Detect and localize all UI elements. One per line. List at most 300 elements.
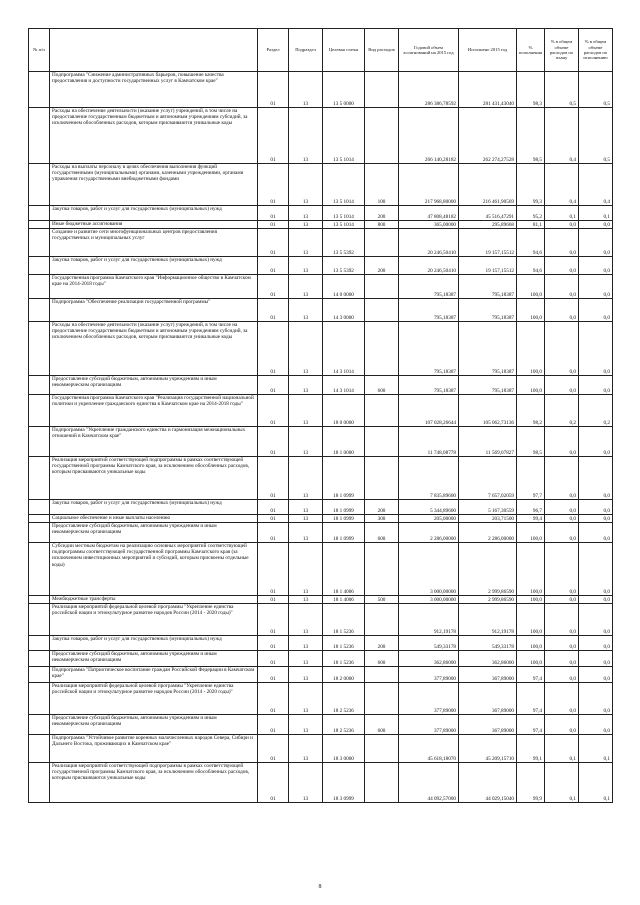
row-share-plan: 0,0 [545,636,579,651]
budget-report-table [28,28,613,803]
row-name: Субсидии местным бюджетам на реализацию основных мероприятий соответствующей подпрограммы соответствующей государственной программы Камчатского края (за исключением инвестиционных мероприятий и субсидий, которым присвоены отдельные коды) [50,543,258,596]
row-num [29,395,50,427]
row-share-actual: 0,1 [579,763,613,803]
row-subsection: 13 [289,275,323,299]
row-plan: 377,89000 [399,683,459,715]
row-num [29,543,50,596]
row-share-actual: 0,0 [579,651,613,667]
row-expense [365,299,399,322]
row-share-plan: 0,5 [545,72,579,108]
row-actual: 362,86000 [459,651,517,667]
table-row [29,763,613,803]
row-share-plan: 0,0 [545,683,579,715]
row-expense [365,229,399,257]
row-share-actual: 0,0 [579,636,613,651]
row-section: 01 [258,683,289,715]
table-row [29,636,613,651]
row-name: Предоставление субсидий бюджетным, автономным учреждениям и иным некоммерческим организациям [50,715,258,735]
table-row [29,206,613,221]
row-num [29,299,50,322]
row-target: 18 2 5236 [323,715,365,735]
row-target: 18 1 5236 [323,651,365,667]
row-actual: 45 209,15710 [459,735,517,763]
row-expense [365,427,399,457]
row-actual: 5 167,30559 [459,500,517,515]
row-expense [365,543,399,596]
row-percent: 97,4 [517,683,545,715]
row-name: Создание и развитие сети многофункциональных центров предоставления государственных и муниципальных услуг [50,229,258,257]
row-expense [365,604,399,636]
row-share-plan: 0,2 [545,395,579,427]
row-name: Реализация мероприятий федеральной целевой программы "Укрепление единства российской нации и этнокультурное развитие народов России (2014 - 2020 годы)" [50,683,258,715]
row-expense [365,683,399,715]
row-expense: 100 [365,164,399,206]
row-percent: 94,6 [517,229,545,257]
row-num [29,500,50,515]
row-percent: 97,4 [517,667,545,683]
row-actual: 795,18387 [459,299,517,322]
row-share-actual: 0,4 [579,164,613,206]
row-target: 18 1 5236 [323,636,365,651]
row-share-actual: 0,0 [579,221,613,229]
table-row [29,322,613,376]
row-name: Подпрограмма "Снижение административных барьеров, повышение качества предоставления и доступности государственных услуг в Камчатском крае" [50,72,258,108]
table-row [29,715,613,735]
row-plan: 3 000,00000 [399,543,459,596]
row-plan: 362,86000 [399,651,459,667]
row-subsection: 13 [289,457,323,500]
row-share-actual: 0,0 [579,322,613,376]
row-target: 18 0 0000 [323,395,365,427]
table-row [29,257,613,275]
row-section: 01 [258,763,289,803]
row-plan: 205,00000 [399,515,459,523]
row-name: Реализация мероприятий федеральной целевой программы "Укрепление единства российской нации и этнокультурное развитие народов России (2014 - 2020 годы)" [50,604,258,636]
row-name: Предоставление субсидий бюджетным, автономным учреждениям и иным некоммерческим организациям [50,651,258,667]
row-subsection: 13 [289,500,323,515]
row-share-plan: 0,0 [545,376,579,395]
row-actual: 367,89000 [459,683,517,715]
row-actual: 2 999,86590 [459,596,517,604]
row-section: 01 [258,376,289,395]
row-num [29,763,50,803]
row-target: 13 5 0000 [323,72,365,108]
row-share-actual: 0,0 [579,275,613,299]
row-name: Межбюджетные трансферты [50,596,258,604]
row-target: 18 3 0999 [323,763,365,803]
header-actual: Исполнено 2015 год [459,29,517,72]
row-plan: 377,89000 [399,667,459,683]
row-plan: 3 000,00000 [399,596,459,604]
row-share-plan: 0,0 [545,229,579,257]
row-share-actual: 0,1 [579,735,613,763]
row-percent: 100,0 [517,299,545,322]
row-percent: 100,0 [517,376,545,395]
row-section: 01 [258,515,289,523]
row-actual: 795,18387 [459,275,517,299]
table-row [29,395,613,427]
row-num [29,523,50,543]
row-plan: 795,18387 [399,275,459,299]
row-plan: 2 286,00000 [399,523,459,543]
table-row [29,275,613,299]
row-num [29,604,50,636]
table-row [29,604,613,636]
row-name: Расходы на выплаты персоналу в целях обеспечения выполнения функций государственными (муниципальными) органами, казенными учреждениями, органами управления государственными внебюджетными фондами [50,164,258,206]
row-expense: 600 [365,715,399,735]
row-subsection: 13 [289,596,323,604]
row-percent: 96,7 [517,500,545,515]
row-expense [365,72,399,108]
row-share-actual: 0,2 [579,395,613,427]
row-subsection: 13 [289,221,323,229]
row-share-plan: 0,0 [545,651,579,667]
row-section: 01 [258,735,289,763]
row-share-actual: 0,0 [579,257,613,275]
row-share-actual: 0,0 [579,596,613,604]
row-section: 01 [258,651,289,667]
row-plan: 20 246,50410 [399,257,459,275]
row-num [29,457,50,500]
row-section: 01 [258,457,289,500]
row-share-plan: 0,0 [545,275,579,299]
row-name: Подпрограмма "Патриотическое воспитание граждан Российской Федерации в Камчатском крае" [50,667,258,683]
row-subsection: 13 [289,229,323,257]
row-actual: 7 657,02059 [459,457,517,500]
row-expense [365,763,399,803]
row-subsection: 13 [289,604,323,636]
row-actual: 2 286,00000 [459,523,517,543]
row-share-actual: 0,0 [579,457,613,500]
table-row [29,108,613,164]
header-share-actual: % в общем объеме расходов по исполнению [579,29,613,72]
row-share-plan: 0,1 [545,735,579,763]
row-num [29,275,50,299]
row-subsection: 13 [289,395,323,427]
row-actual: 45 516,47291 [459,206,517,221]
row-actual: 281 431,43040 [459,72,517,108]
table-row [29,376,613,395]
table-row [29,500,613,515]
row-percent: 100,0 [517,523,545,543]
row-subsection: 13 [289,257,323,275]
row-plan: 365,00000 [399,221,459,229]
row-plan: 11 748,08778 [399,427,459,457]
table-row [29,515,613,523]
row-expense [365,735,399,763]
table-row [29,229,613,257]
row-plan: 912,19178 [399,604,459,636]
row-plan: 45 618,18070 [399,735,459,763]
row-actual: 2 999,86590 [459,543,517,596]
header-percent: % исполнения [517,29,545,72]
table-row [29,683,613,715]
row-section: 01 [258,257,289,275]
row-target: 18 1 4006 [323,596,365,604]
table-row [29,523,613,543]
row-share-actual: 0,0 [579,376,613,395]
row-subsection: 13 [289,715,323,735]
row-expense: 200 [365,636,399,651]
row-target: 13 5 5392 [323,257,365,275]
row-actual: 367,89000 [459,667,517,683]
row-name: Предоставление субсидий бюджетным, автономным учреждениям и иным некоммерческим организациям [50,523,258,543]
row-actual: 912,19178 [459,604,517,636]
row-share-actual: 0,0 [579,715,613,735]
table-row [29,457,613,500]
row-section: 01 [258,427,289,457]
row-section: 01 [258,221,289,229]
row-num [29,596,50,604]
row-subsection: 13 [289,108,323,164]
row-share-actual: 0,0 [579,299,613,322]
row-name: Реализация мероприятий соответствующей подпрограммы в рамках соответствующей государственной программы Камчатского края, за исключением обособленных расходов, которым присваиваются уникальные коды [50,457,258,500]
table-row [29,72,613,108]
row-section: 01 [258,523,289,543]
row-target: 14 3 1014 [323,322,365,376]
row-share-plan: 0,1 [545,206,579,221]
row-num [29,257,50,275]
row-expense [365,395,399,427]
row-actual: 795,18387 [459,322,517,376]
table-row [29,221,613,229]
row-share-plan: 0,0 [545,523,579,543]
row-name: Государственная программа Камчатского края "Информационное общество в Камчатском крае на 2014-2018 годы" [50,275,258,299]
row-plan: 549,33178 [399,636,459,651]
row-target: 14 3 1014 [323,376,365,395]
row-percent: 100,0 [517,604,545,636]
row-expense: 200 [365,257,399,275]
row-subsection: 13 [289,322,323,376]
header-plan: Годовой объем ассигнований на 2015 год [399,29,459,72]
row-num [29,376,50,395]
header-target: Целевая статья [323,29,365,72]
row-name: Социальное обеспечение и иные выплаты населению [50,515,258,523]
row-actual: 367,89000 [459,715,517,735]
row-actual: 19 157,15512 [459,257,517,275]
row-percent: 94,6 [517,257,545,275]
row-num [29,715,50,735]
row-share-actual: 0,0 [579,683,613,715]
row-actual: 795,18387 [459,376,517,395]
row-plan: 286 386,78592 [399,72,459,108]
row-expense: 300 [365,515,399,523]
row-percent: 97,4 [517,715,545,735]
row-percent: 95,2 [517,206,545,221]
table-row [29,667,613,683]
row-percent: 99,1 [517,735,545,763]
row-expense: 200 [365,500,399,515]
row-share-actual: 0,5 [579,108,613,164]
row-percent: 99,4 [517,515,545,523]
header-row [29,29,613,72]
row-subsection: 13 [289,651,323,667]
row-name: Закупка товаров, работ и услуг для государственных (муниципальных) нужд [50,257,258,275]
row-plan: 5 344,89600 [399,500,459,515]
row-expense: 800 [365,221,399,229]
row-name: Иные бюджетные ассигнования [50,221,258,229]
row-actual: 11 569,07827 [459,427,517,457]
row-subsection: 13 [289,72,323,108]
row-plan: 795,18387 [399,322,459,376]
row-expense: 600 [365,523,399,543]
row-share-plan: 0,4 [545,108,579,164]
row-share-plan: 0,0 [545,221,579,229]
row-name: Государственная программа Камчатского края "Реализация государственной национальной политики и укрепление гражданского единства в Камчатском крае на 2014-2018 годы" [50,395,258,427]
table-row [29,164,613,206]
row-target: 18 1 0999 [323,457,365,500]
row-plan: 795,18387 [399,299,459,322]
row-section: 01 [258,229,289,257]
row-actual: 262 274,27528 [459,108,517,164]
row-share-plan: 0,0 [545,500,579,515]
table-row [29,543,613,596]
header-subsection: Подраздел [289,29,323,72]
header-name [50,29,258,72]
row-share-actual: 0,0 [579,543,613,596]
row-section: 01 [258,604,289,636]
row-name: Подпрограмма "Обеспечение реализации государственной программы" [50,299,258,322]
row-section: 01 [258,206,289,221]
row-plan: 266 140,28182 [399,108,459,164]
row-subsection: 13 [289,376,323,395]
table-row [29,596,613,604]
row-target: 13 5 1014 [323,108,365,164]
row-share-plan: 0,0 [545,667,579,683]
row-num [29,221,50,229]
row-expense [365,275,399,299]
row-share-actual: 0,0 [579,523,613,543]
row-expense [365,667,399,683]
row-target: 13 5 5392 [323,229,365,257]
row-share-plan: 0,0 [545,257,579,275]
row-num [29,515,50,523]
table-row [29,427,613,457]
table-row [29,651,613,667]
row-num [29,427,50,457]
row-num [29,164,50,206]
row-plan: 7 835,89600 [399,457,459,500]
row-target: 18 1 0999 [323,523,365,543]
row-actual: 105 062,73136 [459,395,517,427]
row-subsection: 13 [289,515,323,523]
row-plan: 217 968,80000 [399,164,459,206]
row-section: 01 [258,164,289,206]
row-subsection: 13 [289,763,323,803]
header-expense: Вид расходов [365,29,399,72]
row-section: 01 [258,395,289,427]
row-section: 01 [258,322,289,376]
row-actual: 216 461,90569 [459,164,517,206]
row-expense [365,457,399,500]
row-plan: 44 092,57000 [399,763,459,803]
row-percent: 98,5 [517,427,545,457]
row-target: 18 1 4006 [323,543,365,596]
row-percent: 100,0 [517,651,545,667]
row-expense: 500 [365,596,399,604]
row-section: 01 [258,543,289,596]
row-section: 01 [258,72,289,108]
row-target: 18 3 0000 [323,735,365,763]
row-name: Предоставление субсидий бюджетным, автономным учреждениям и иным некоммерческим организациям [50,376,258,395]
row-section: 01 [258,715,289,735]
header-share-plan: % в общем объеме расходов по плану [545,29,579,72]
row-percent: 100,0 [517,322,545,376]
row-section: 01 [258,596,289,604]
row-num [29,683,50,715]
row-target: 13 5 1014 [323,206,365,221]
row-share-plan: 0,0 [545,515,579,523]
row-share-plan: 0,4 [545,164,579,206]
row-share-actual: 0,0 [579,604,613,636]
row-share-plan: 0,0 [545,596,579,604]
row-percent: 99,3 [517,164,545,206]
row-name: Расходы на обеспечение деятельности (оказание услуг) учреждений, в том числе на предоставление государственным бюджетным и автономным учреждениям субсидий, за исключением обособленных расходов, которым присваиваются уникальные коды [50,322,258,376]
row-name: Закупка товаров, работ и услуг для государственных (муниципальных) нужд [50,636,258,651]
row-expense [365,108,399,164]
row-plan: 795,18387 [399,376,459,395]
row-section: 01 [258,636,289,651]
row-subsection: 13 [289,636,323,651]
row-subsection: 13 [289,206,323,221]
row-num [29,667,50,683]
page-number: 8 [318,884,322,890]
row-expense [365,322,399,376]
row-percent: 98,2 [517,395,545,427]
row-plan: 377,89000 [399,715,459,735]
row-share-actual: 0,0 [579,500,613,515]
table-row [29,735,613,763]
row-name: Подпрограмма "Устойчивое развитие коренных малочисленных народов Севера, Сибири и Дальнего Востока, проживающих в Камчатском крае" [50,735,258,763]
row-target: 18 1 5236 [323,604,365,636]
row-num [29,72,50,108]
row-share-plan: 0,0 [545,604,579,636]
row-share-plan: 0,0 [545,322,579,376]
row-target: 18 1 0999 [323,500,365,515]
row-share-actual: 0,5 [579,72,613,108]
row-actual: 295,89668 [459,221,517,229]
row-percent: 97,7 [517,457,545,500]
row-target: 18 2 5236 [323,683,365,715]
row-num [29,322,50,376]
row-subsection: 13 [289,164,323,206]
row-name: Закупка товаров, работ и услуг для государственных (муниципальных) нужд [50,206,258,221]
row-target: 18 1 0999 [323,515,365,523]
row-subsection: 13 [289,735,323,763]
row-subsection: 13 [289,667,323,683]
row-share-plan: 0,0 [545,299,579,322]
row-actual: 203,71500 [459,515,517,523]
row-share-actual: 0,0 [579,427,613,457]
row-share-actual: 0,0 [579,229,613,257]
row-num [29,229,50,257]
row-section: 01 [258,299,289,322]
row-target: 13 5 1014 [323,164,365,206]
header-num: № п/п [29,29,50,72]
row-share-actual: 0,1 [579,206,613,221]
row-percent: 100,0 [517,275,545,299]
row-subsection: 13 [289,683,323,715]
row-plan: 47 808,48182 [399,206,459,221]
row-expense: 600 [365,376,399,395]
row-subsection: 13 [289,543,323,596]
row-name: Закупка товаров, работ и услуг для государственных (муниципальных) нужд [50,500,258,515]
row-percent: 98,5 [517,108,545,164]
row-section: 01 [258,667,289,683]
header-section: Раздел [258,29,289,72]
row-num [29,651,50,667]
row-actual: 44 029,15040 [459,763,517,803]
